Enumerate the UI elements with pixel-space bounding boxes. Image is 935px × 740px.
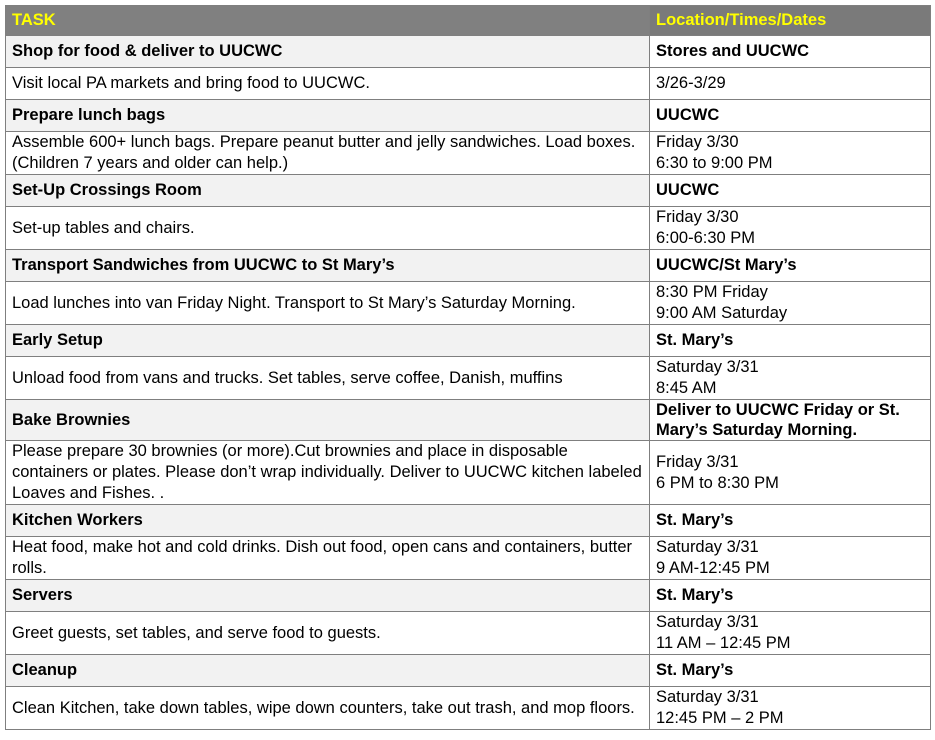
task-detail-row <box>6 612 931 655</box>
task-description[interactable]: Assemble 600+ lunch bags. Prepare peanut butter and jelly sandwiches. Load boxes. (Children 7 years and older can help.) <box>6 132 650 175</box>
task-location[interactable]: St. Mary’s <box>650 580 931 612</box>
task-detail-row <box>6 537 931 580</box>
task-description[interactable]: Please prepare 30 brownies (or more).Cut brownies and place in disposable containers or plates. Please don’t wrap individually. Deliver to UUCWC kitchen labeled Loaves and Fishes. . <box>6 441 650 505</box>
task-location[interactable]: UUCWC <box>650 100 931 132</box>
task-detail-row <box>6 207 931 250</box>
task-description[interactable]: Clean Kitchen, take down tables, wipe down counters, take out trash, and mop floors. <box>6 687 650 730</box>
schedule-line: 3/26-3/29 <box>656 74 726 92</box>
task-schedule[interactable] <box>650 282 931 325</box>
task-title-row <box>6 655 931 687</box>
schedule-line: 9 AM-12:45 PM <box>656 559 770 577</box>
task-location[interactable]: Stores and UUCWC <box>650 36 931 68</box>
task-title-row <box>6 400 931 441</box>
task-schedule[interactable] <box>650 132 931 175</box>
schedule-line: 9:00 AM Saturday <box>656 304 788 322</box>
task-schedule[interactable] <box>650 68 931 100</box>
task-description[interactable]: Greet guests, set tables, and serve food to guests. <box>6 612 650 655</box>
schedule-line: 6:00-6:30 PM <box>656 229 756 247</box>
task-title[interactable]: Cleanup <box>6 655 650 687</box>
task-title[interactable]: Kitchen Workers <box>6 505 650 537</box>
task-location[interactable]: St. Mary’s <box>650 505 931 537</box>
task-location[interactable]: Deliver to UUCWC Friday or St. Mary’s Saturday Morning. <box>650 400 931 441</box>
task-title[interactable]: Early Setup <box>6 325 650 357</box>
task-column-header[interactable]: TASK <box>6 6 650 36</box>
location-column-header[interactable]: Location/Times/Dates <box>650 6 931 36</box>
task-schedule[interactable] <box>650 612 931 655</box>
schedule-line: Saturday 3/31 <box>656 538 759 556</box>
task-title[interactable]: Bake Brownies <box>6 400 650 441</box>
volunteer-schedule-table <box>5 5 931 730</box>
task-title-row <box>6 325 931 357</box>
schedule-line: 8:30 PM Friday <box>656 283 768 301</box>
task-location[interactable]: UUCWC/St Mary’s <box>650 250 931 282</box>
schedule-line: 11 AM – 12:45 PM <box>656 634 791 652</box>
task-description[interactable]: Load lunches into van Friday Night. Transport to St Mary’s Saturday Morning. <box>6 282 650 325</box>
task-description[interactable]: Set-up tables and chairs. <box>6 207 650 250</box>
task-description[interactable]: Visit local PA markets and bring food to UUCWC. <box>6 68 650 100</box>
task-detail-row <box>6 441 931 505</box>
schedule-line: Friday 3/30 <box>656 208 739 226</box>
task-location[interactable]: St. Mary’s <box>650 325 931 357</box>
task-schedule[interactable] <box>650 687 931 730</box>
task-title[interactable]: Set-Up Crossings Room <box>6 175 650 207</box>
task-title-row <box>6 100 931 132</box>
task-title[interactable]: Transport Sandwiches from UUCWC to St Mary’s <box>6 250 650 282</box>
schedule-line: 12:45 PM – 2 PM <box>656 709 784 727</box>
schedule-line: Friday 3/30 <box>656 133 739 151</box>
schedule-line: Friday 3/31 <box>656 452 739 471</box>
task-schedule[interactable] <box>650 357 931 400</box>
task-title[interactable]: Shop for food & deliver to UUCWC <box>6 36 650 68</box>
task-title-row <box>6 580 931 612</box>
task-schedule[interactable] <box>650 537 931 580</box>
task-schedule[interactable] <box>650 207 931 250</box>
schedule-line: Saturday 3/31 <box>656 688 759 706</box>
task-detail-row <box>6 132 931 175</box>
task-detail-row <box>6 357 931 400</box>
task-title[interactable]: Servers <box>6 580 650 612</box>
schedule-line: 6 PM to 8:30 PM <box>656 473 779 492</box>
header-row <box>6 6 931 36</box>
task-title-row <box>6 36 931 68</box>
schedule-line: 8:45 AM <box>656 379 717 397</box>
task-detail-row <box>6 282 931 325</box>
task-location[interactable]: UUCWC <box>650 175 931 207</box>
schedule-line: Saturday 3/31 <box>656 613 759 631</box>
task-title-row <box>6 505 931 537</box>
task-title[interactable]: Prepare lunch bags <box>6 100 650 132</box>
task-title-row <box>6 175 931 207</box>
task-schedule[interactable] <box>650 441 931 505</box>
schedule-line: 6:30 to 9:00 PM <box>656 154 773 172</box>
task-title-row <box>6 250 931 282</box>
task-description[interactable]: Unload food from vans and trucks. Set tables, serve coffee, Danish, muffins <box>6 357 650 400</box>
task-location[interactable]: St. Mary’s <box>650 655 931 687</box>
schedule-line: Saturday 3/31 <box>656 358 759 376</box>
task-detail-row <box>6 68 931 100</box>
task-detail-row <box>6 687 931 730</box>
task-description[interactable]: Heat food, make hot and cold drinks. Dish out food, open cans and containers, butter rolls. <box>6 537 650 580</box>
